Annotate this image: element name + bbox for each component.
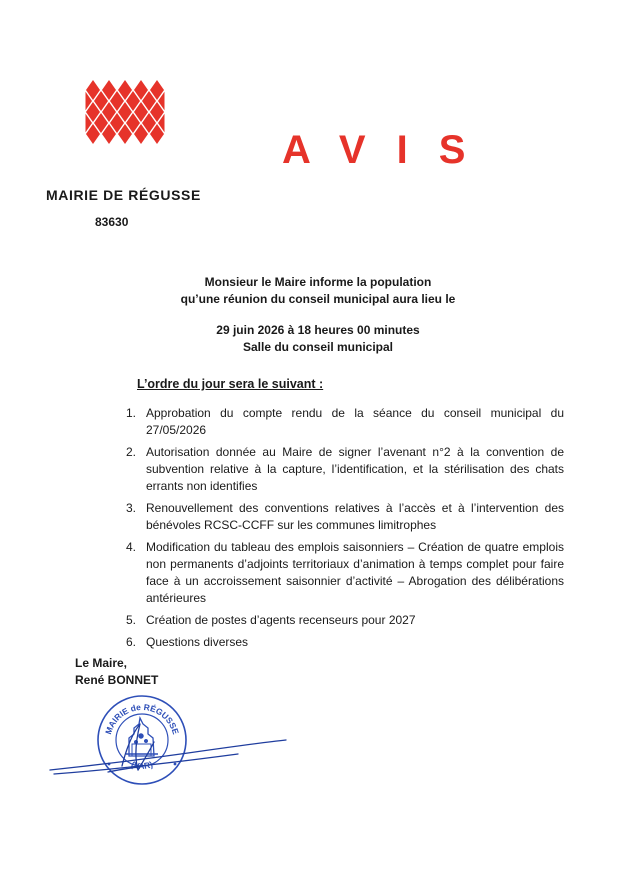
handwritten-signature-icon [48, 720, 288, 780]
agenda-item-text: Autorisation donnée au Maire de signer l’avenant n°2 à la convention de subvention relative à la capture, l’identification, et la stérilisation des chats errants non identifies [146, 445, 564, 493]
agenda-item [112, 612, 564, 629]
agenda-item-text: Approbation du compte rendu de la séance du conseil municipal du 27/05/2026 [146, 406, 564, 437]
intro-line-1: Monsieur le Maire informe la population [204, 275, 432, 289]
agenda-item [112, 444, 564, 495]
intro-line-2: qu’une réunion du conseil municipal aura lieu le [180, 292, 456, 306]
stamp-top-text: MAIRIE de RÉGUSSE [103, 701, 181, 736]
mairie-name: MAIRIE DE RÉGUSSE [46, 187, 201, 203]
agenda-item-text: Renouvellement des conventions relatives à l’accès et à l’intervention des bénévoles RCSC-CCFF sur les communes limitrophes [146, 501, 564, 532]
agenda-item-number: 3. [125, 501, 136, 515]
agenda-item [112, 405, 564, 439]
meeting-date-time: 29 juin 2026 à 18 heures 00 minutes [216, 323, 420, 337]
signature-title: Le Maire, [75, 656, 128, 670]
agenda-item-number: 2. [125, 445, 136, 459]
signature-name: René BONNET [75, 673, 159, 687]
monaco-lozenge-crest-icon [84, 78, 166, 170]
agenda-item-number: 6. [125, 635, 136, 649]
agenda-item-text: Questions diverses [146, 635, 249, 649]
meeting-place: Salle du conseil municipal [242, 340, 394, 354]
agenda-title: L’ordre du jour sera le suivant : [137, 377, 324, 391]
agenda-item-text: Modification du tableau des emplois saisonniers – Création de quatre emplois non permanents d’adjoints territoriaux d’animation à temps complet pour faire face à un accroissement saisonnier d’activité – Abrogation des délibérations antérieures [146, 540, 564, 605]
agenda-item-text: Création de postes d’agents recenseurs pour 2027 [146, 613, 416, 627]
agenda-item-number: 1. [125, 406, 136, 420]
stamp-bottom-text: (VAR) [130, 759, 154, 771]
intro-text [150, 274, 486, 308]
agenda-item [112, 539, 564, 607]
agenda-item [112, 500, 564, 534]
agenda-list [112, 405, 564, 656]
postcode: 83630 [95, 215, 129, 229]
agenda-item-number: 4. [125, 540, 136, 554]
avis-title: AVIS [282, 128, 497, 172]
agenda-item [112, 634, 564, 651]
agenda-item-number: 5. [125, 613, 136, 627]
meeting-info [150, 322, 486, 356]
